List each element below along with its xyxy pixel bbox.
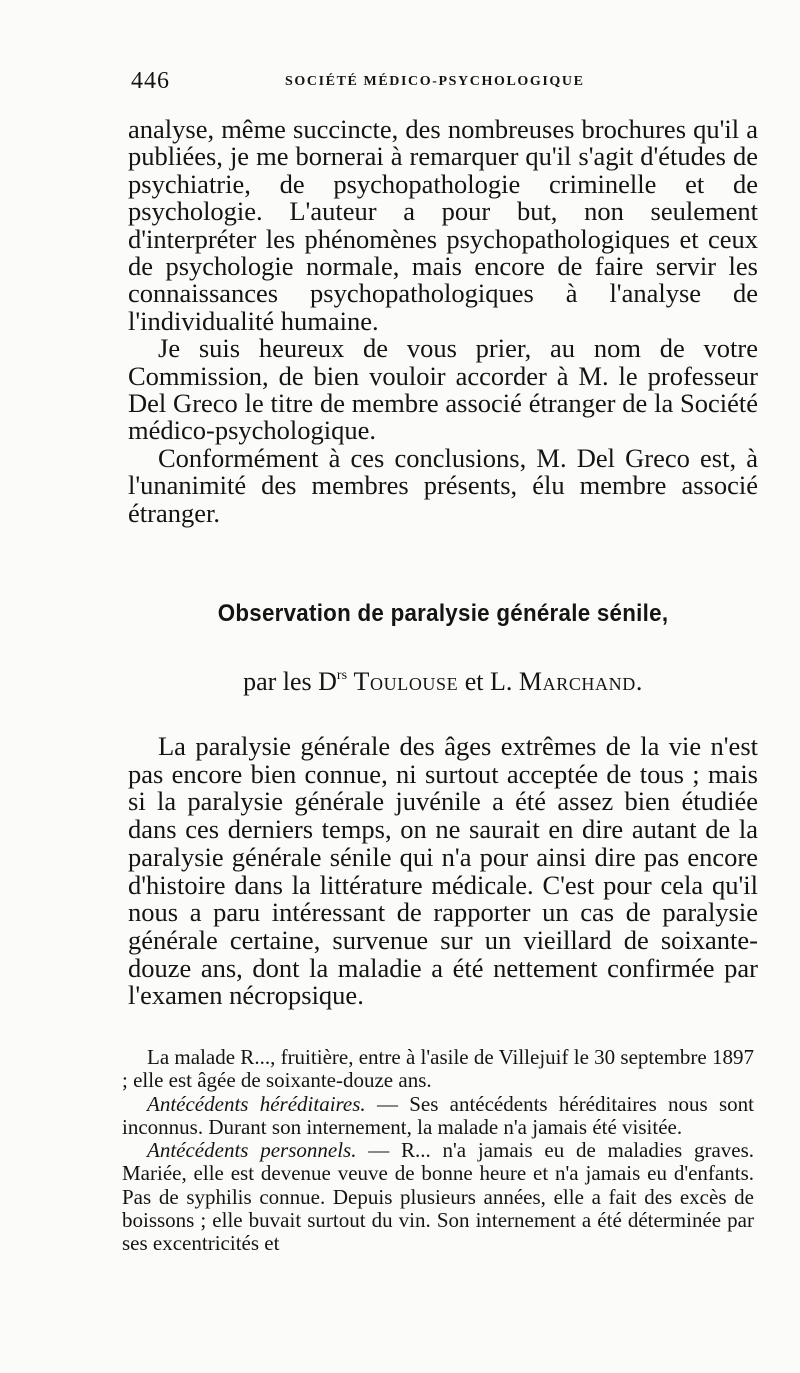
report-conclusion (128, 116, 758, 527)
page-header (131, 68, 631, 104)
paragraph (122, 1093, 754, 1140)
paragraph-text: — Ses antécédents héréditaires nous sont inconnus. Durant son internement, la malade n'a jamais été visitée. (122, 1091, 754, 1139)
section-title: Observation de paralysie générale sénile, (217, 600, 669, 627)
case-observation (122, 1046, 754, 1256)
running-head: SOCIÉTÉ MÉDICO-PSYCHOLOGIQUE (285, 74, 585, 89)
paragraph-text: — R... n'a jamais eu de maladies graves. Mariée, elle est devenue veuve de bonne heure et n'a jamais eu d'enfants. Pas de syphilis connue. Depuis plusieurs années, elle a fait des excès de boissons ; elle buvait surtout du vin. Son internement a été déterminée par ses excentricités et (122, 1138, 755, 1256)
page-number: 446 (131, 68, 170, 94)
subheading: Antécédents héréditaires. (147, 1091, 366, 1116)
byline-conjunction: et L. (464, 667, 513, 696)
byline (128, 667, 758, 697)
byline-superscript: rs (336, 668, 348, 683)
paragraph: La malade R..., fruitière, entre à l'asile de Villejuif le 30 septembre 1897 ; elle est âgée de soixante-douze ans. (122, 1045, 754, 1093)
article-introduction (128, 733, 758, 1010)
paragraph: Conformément à ces conclusions, M. Del Greco est, à l'unanimité des membres présents, élu membre associé étranger. (128, 442, 758, 528)
paragraph: Je suis heureux de vous prier, au nom de votre Commission, de bien vouloir accorder à M. le professeur Del Greco le titre de membre associé étranger de la Société médico-psychologique. (128, 333, 758, 446)
paragraph: La paralysie générale des âges extrêmes de la vie n'est pas encore bien connue, ni surtout acceptée de tous ; mais si la paralysie générale juvénile a été assez bien étudiée dans ces derniers temps, on ne saurait en dire autant de la paralysie générale sénile qui n'a pour ainsi dire pas encore d'histoire dans la littérature médicale. C'est pour cela qu'il nous a paru intéressant de rapporter un cas de paralysie générale certaine, survenue sur un vieillard de soixante-douze ans, dont la maladie a été nettement confirmée par l'examen nécropsique. (128, 731, 758, 1011)
paragraph: analyse, même succincte, des nombreuses brochures qu'il a publiées, je me bornerai à remarquer qu'il s'agit d'études de psychiatrie, de psychopathologie criminelle et de psychologie. L'auteur a pour but, non seulement d'interpréter les phénomènes psychopathologiques et ceux de psychologie normale, mais encore de faire servir les connaissances psychopathologiques à l'analyse de l'individualité humaine. (128, 114, 758, 336)
byline-prefix: par les D (243, 667, 337, 696)
paragraph (122, 1139, 754, 1255)
author-name: Marchand. (518, 667, 643, 696)
subheading: Antécédents personnels. (147, 1138, 357, 1163)
author-name: Toulouse (353, 667, 459, 696)
